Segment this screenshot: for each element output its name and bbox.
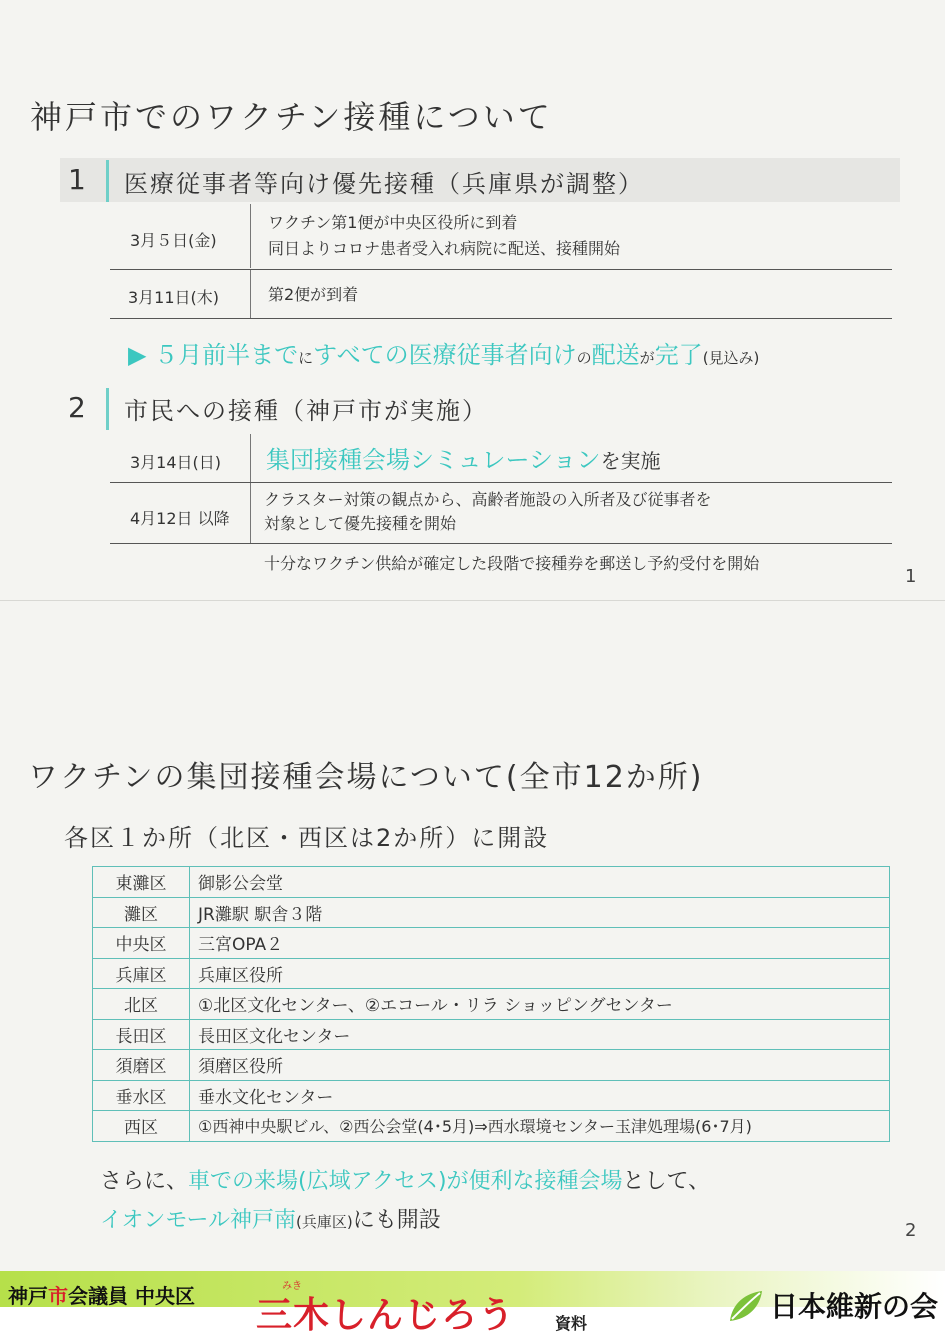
- venue-cell: 長田区文化センター: [190, 1019, 890, 1050]
- venue-cell: 三宮OPA２: [190, 928, 890, 959]
- schedule-text: ワクチン第1便が中央区役所に到着 同日よりコロナ患者受入れ病院に配送、接種開始: [268, 213, 621, 258]
- closing-line-1: さらに、車での来場(広域アクセス)が便利な接種会場として、: [100, 1169, 711, 1194]
- schedule-date: 3月11日(木): [128, 288, 220, 307]
- table-row: [93, 1111, 890, 1142]
- page-divider: [0, 600, 945, 601]
- table-row: [93, 1080, 890, 1111]
- section-1-accent-bar: [106, 160, 109, 202]
- schedule-text: 第2便が到着: [268, 285, 359, 304]
- venues-table: [92, 866, 890, 1142]
- ward-cell: 長田区: [93, 1019, 190, 1050]
- footer: [0, 1271, 945, 1339]
- table-row: [93, 958, 890, 989]
- footer-name-ruby: みき: [282, 1281, 302, 1292]
- venue-cell: JR灘駅 駅舎３階: [190, 897, 890, 928]
- schedule-text: クラスター対策の観点から、高齢者施設の入所者及び従事者を 対象として優先接種を開始: [264, 490, 712, 533]
- schedule-date: 4月12日 以降: [130, 509, 230, 528]
- footer-suffix: 資料: [555, 1314, 588, 1333]
- table-row: [93, 897, 890, 928]
- venue-cell: 御影公会堂: [190, 867, 890, 898]
- row-divider: [250, 483, 251, 543]
- page-title: 神戸市でのワクチン接種について: [30, 98, 553, 136]
- ward-cell: 西区: [93, 1111, 190, 1142]
- page-number: 1: [905, 566, 917, 587]
- section-2-accent-bar: [106, 388, 109, 430]
- ward-cell: 北区: [93, 989, 190, 1020]
- party-logo-text: 日本維新の会: [770, 1290, 939, 1323]
- row-separator: [110, 482, 892, 483]
- ward-cell: 東灘区: [93, 867, 190, 898]
- schedule-date: 3月14日(日): [130, 453, 222, 472]
- table-row: [93, 1050, 890, 1081]
- section-1-number: 1: [68, 163, 86, 196]
- row-separator: [110, 543, 892, 544]
- row-divider: [250, 434, 251, 482]
- row-divider: [250, 270, 251, 318]
- ward-cell: 中央区: [93, 928, 190, 959]
- section-1-title: 医療従事者等向け優先接種（兵庫県が調整）: [124, 170, 644, 198]
- venue-cell: ①北区文化センター、②エコール・リラ ショッピングセンター: [190, 989, 890, 1020]
- delivery-highlight: ▶ ５月前半までにすべての医療従事者向けの配送が完了(見込み): [128, 341, 760, 369]
- table-row: [93, 989, 890, 1020]
- table-row: [93, 1019, 890, 1050]
- closing-line-2: イオンモール神戸南(兵庫区)にも開設: [100, 1208, 441, 1233]
- venue-cell: 垂水文化センター: [190, 1080, 890, 1111]
- venues-subtitle: 各区１か所（北区・西区は2か所）に開設: [64, 824, 550, 852]
- leaf-logo-icon: [726, 1287, 766, 1327]
- venue-cell: 須磨区役所: [190, 1050, 890, 1081]
- venues-title: ワクチンの集団接種会場について(全市12か所): [28, 760, 704, 795]
- page-number: 2: [905, 1220, 917, 1241]
- table-row: [93, 867, 890, 898]
- supply-note: 十分なワクチン供給が確定した段階で接種券を郵送し予約受付を開始: [264, 554, 760, 573]
- ward-cell: 垂水区: [93, 1080, 190, 1111]
- simulation-highlight: 集団接種会場シミュレーションを実施: [266, 446, 661, 474]
- row-separator: [110, 269, 892, 270]
- section-2-number: 2: [68, 391, 86, 424]
- ward-cell: 兵庫区: [93, 958, 190, 989]
- footer-role: 神戸市会議員 中央区: [8, 1284, 195, 1308]
- ward-cell: 須磨区: [93, 1050, 190, 1081]
- venue-cell: ①西神中央駅ビル、②西公会堂(4･5月)⇒西水環境センター玉津処理場(6･7月): [190, 1111, 890, 1142]
- venue-cell: 兵庫区役所: [190, 958, 890, 989]
- table-row: [93, 928, 890, 959]
- row-separator: [110, 318, 892, 319]
- footer-name: 三木しんじろう: [256, 1295, 516, 1336]
- schedule-date: 3月５日(金): [130, 231, 217, 250]
- ward-cell: 灘区: [93, 897, 190, 928]
- section-2-title: 市民への接種（神戸市が実施）: [124, 397, 488, 425]
- row-divider: [250, 204, 251, 268]
